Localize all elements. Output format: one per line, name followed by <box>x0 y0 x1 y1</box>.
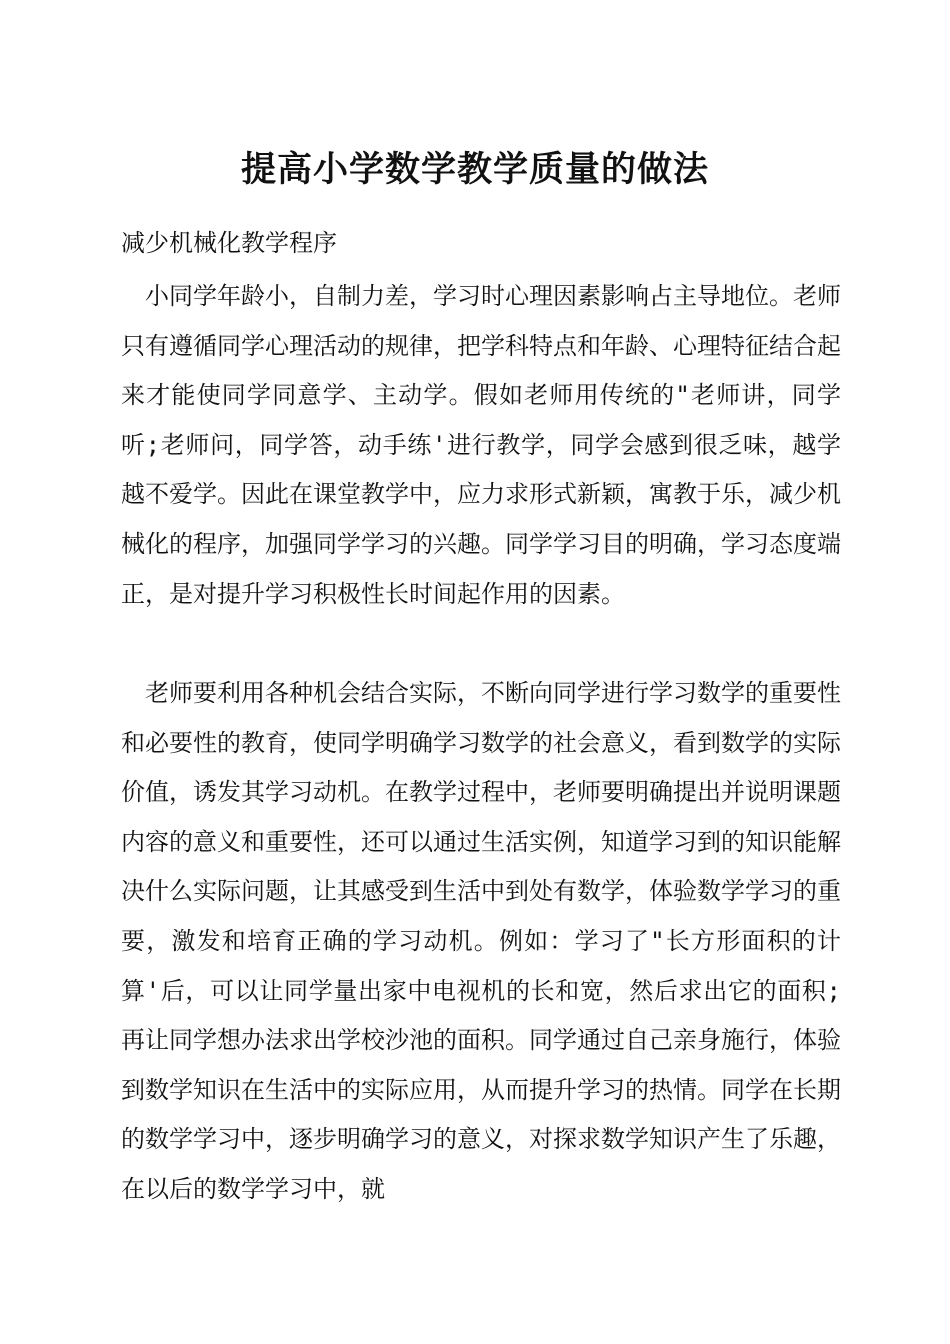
section-heading: 减少机械化教学程序 <box>121 229 337 257</box>
paragraph-2: 老师要利用各种机会结合实际，不断向同学进行学习数学的重要性和必要性的教育，使同学明确学习数学的社会意义，看到数学的实际价值，诱发其学习动机。在教学过程中，老师要明确提出并说明课题内容的意义和重要性，还可以通过生活实例，知道学习到的知识能解决什么实际问题，让其感受到生活中到处有数学，体验数学学习的重要，激发和培育正确的学习动机。例如：学习了"长方形面积的计算'后，可以让同学量出家中电视机的长和宽，然后求出它的面积;再让同学想办法求出学校沙池的面积。同学通过自己亲身施行，体验到数学知识在生活中的实际应用，从而提升学习的热情。同学在长期的数学学习中，逐步明确学习的意义，对探求数学知识产生了乐趣，在以后的数学学习中，就 <box>121 679 841 1203</box>
paragraph-1: 小同学年龄小，自制力差，学习时心理因素影响占主导地位。老师只有遵循同学心理活动的规律，把学科特点和年龄、心理特征结合起来才能使同学同意学、主动学。假如老师用传统的"老师讲，同学听;老师问，同学答，动手练'进行教学，同学会感到很乏味，越学越不爱学。因此在课堂教学中，应力求形式新颖，寓教于乐，减少机械化的程序，加强同学学习的兴趣。同学学习目的明确，学习态度端正，是对提升学习积极性长时间起作用的因素。 <box>121 282 841 608</box>
document-title: 提高小学数学教学质量的做法 <box>240 149 709 190</box>
